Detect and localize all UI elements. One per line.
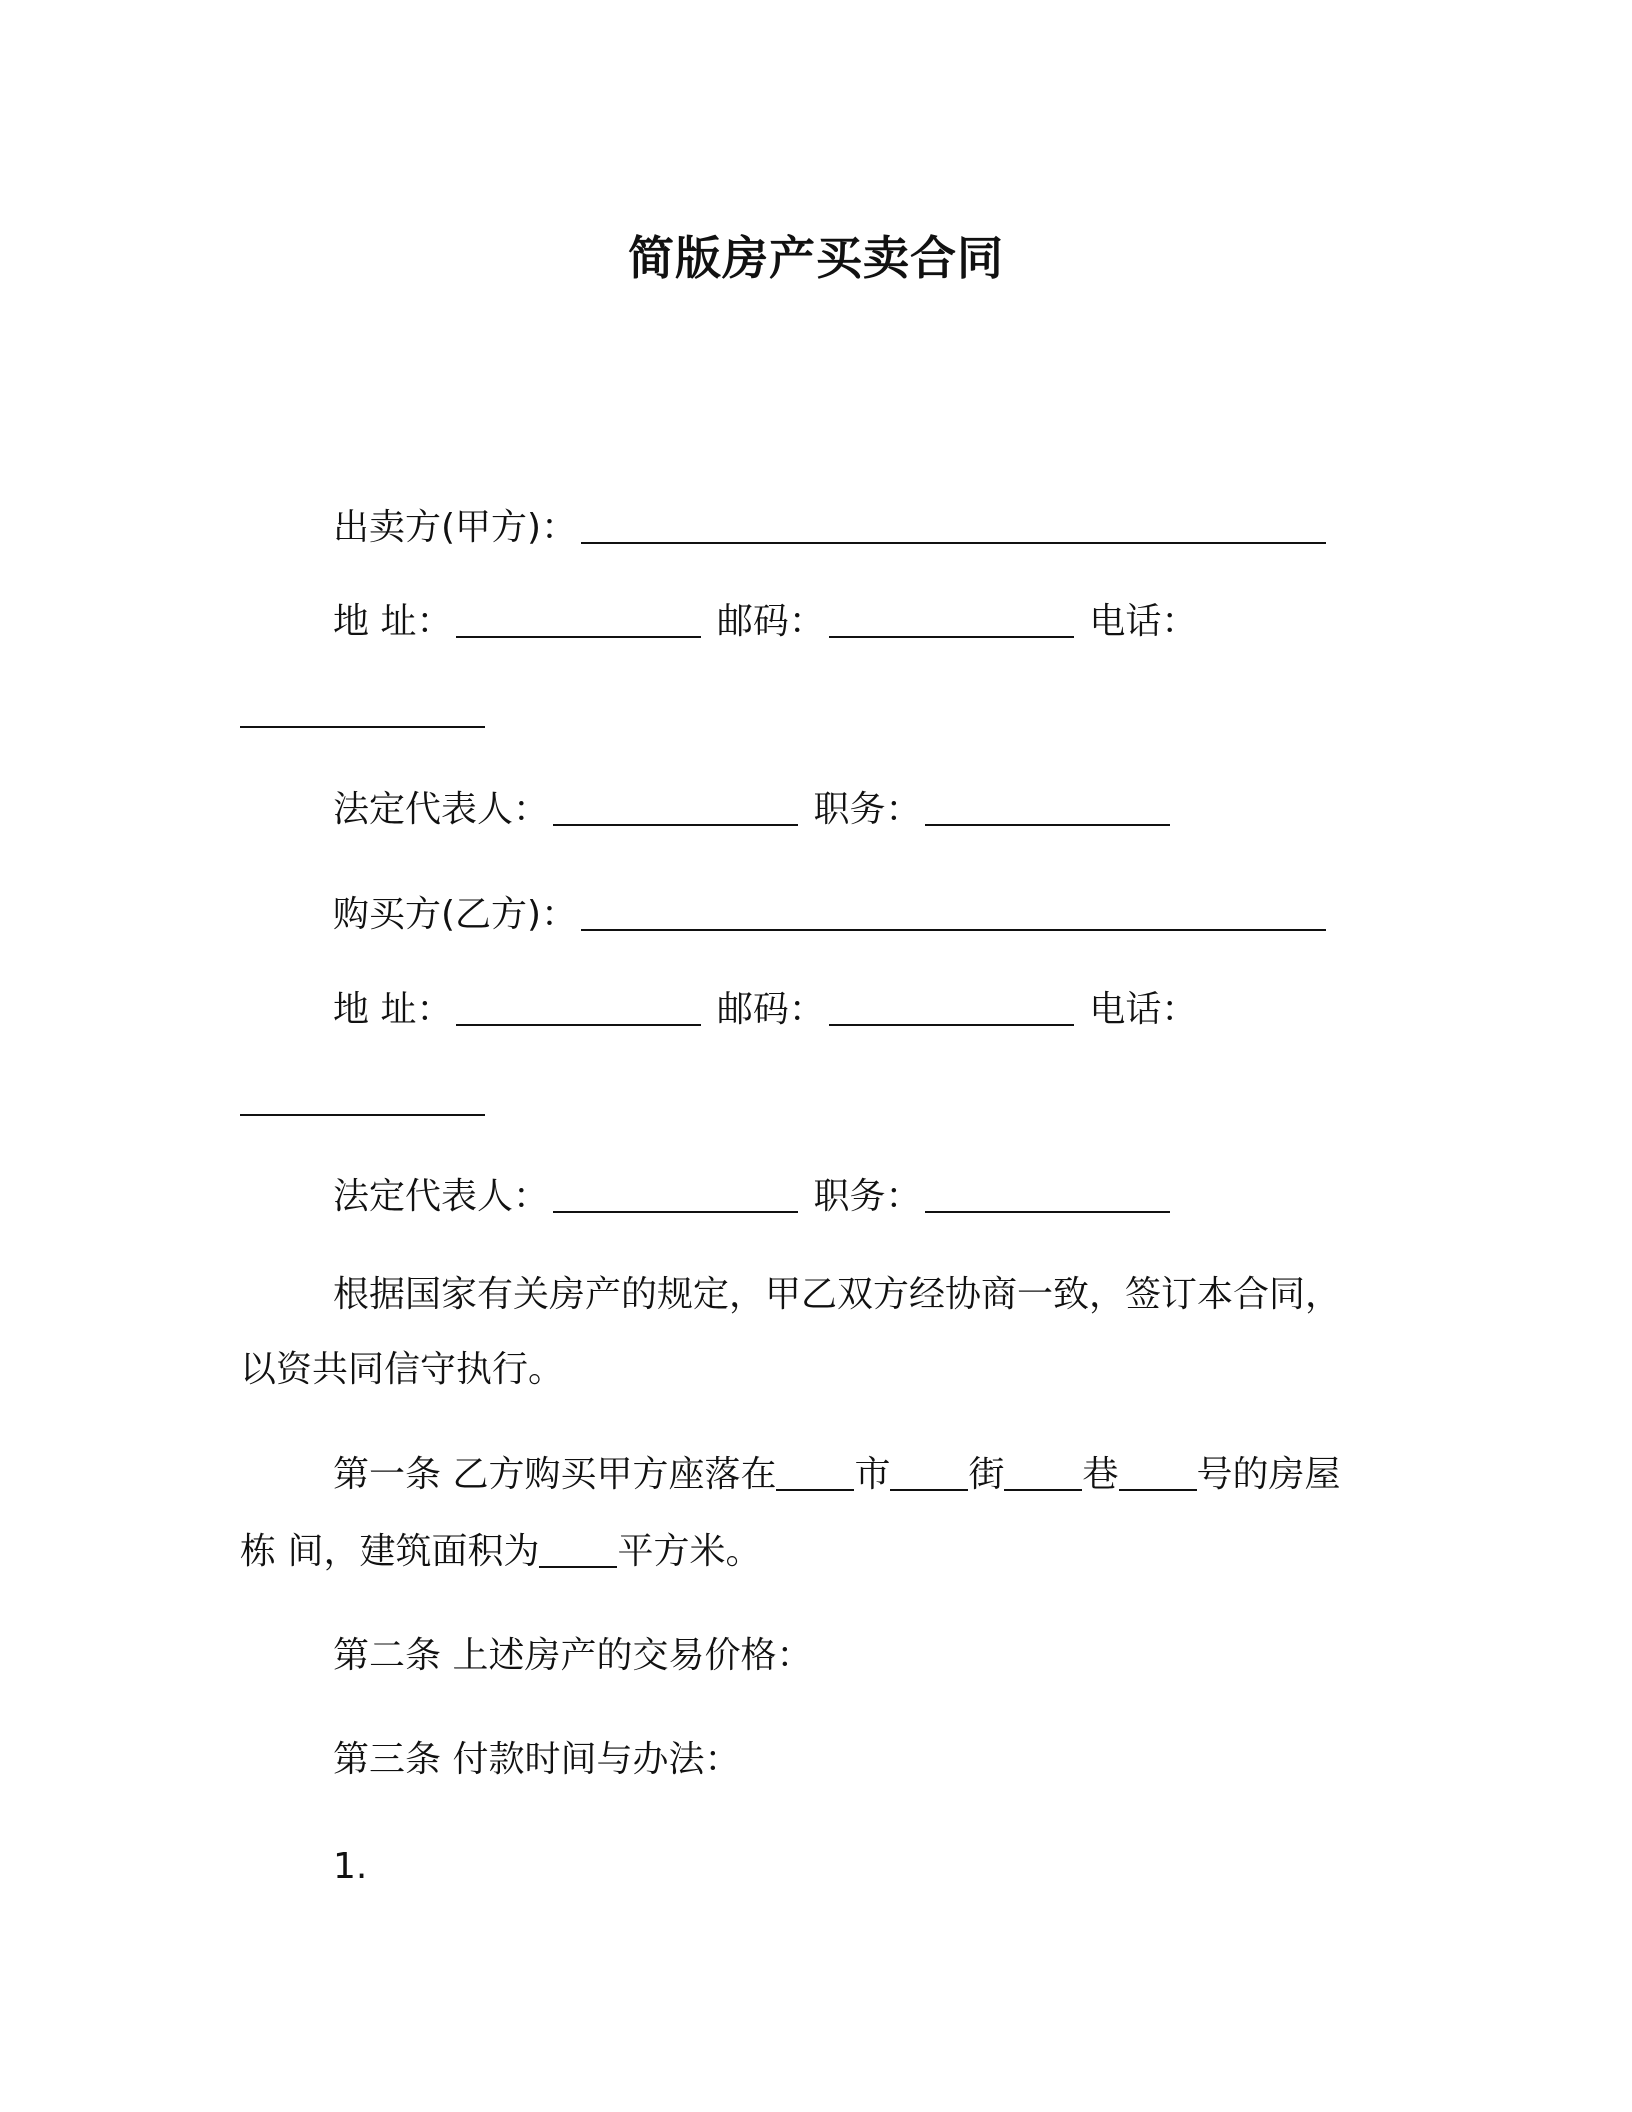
preamble-line-1: 根据国家有关房产的规定，甲乙双方经协商一致，签订本合同，	[333, 1274, 1342, 1315]
seller-phone-line	[240, 690, 489, 734]
buyer-postcode-label: 邮码：	[716, 989, 825, 1030]
city-label: 市	[854, 1454, 891, 1495]
buyer-position-field[interactable]	[925, 1175, 1170, 1213]
buyer-rep-label: 法定代表人：	[333, 1176, 550, 1217]
seller-contact-line	[333, 600, 1197, 644]
page-title: 简版房产买卖合同	[628, 231, 1004, 285]
buyer-party-line	[333, 893, 1330, 937]
buyer-party-field[interactable]	[581, 893, 1326, 931]
street-label: 街	[968, 1454, 1005, 1495]
seller-rep-label: 法定代表人：	[333, 789, 550, 830]
article-2: 第二条 上述房产的交易价格：	[333, 1635, 813, 1676]
buyer-address-label: 地 址：	[333, 989, 453, 1030]
article-3: 第三条 付款时间与办法：	[333, 1739, 741, 1780]
city-field[interactable]	[776, 1453, 854, 1491]
seller-address-field[interactable]	[456, 600, 701, 638]
seller-party-label: 出卖方(甲方)：	[333, 507, 578, 548]
buyer-phone-label: 电话：	[1089, 989, 1198, 1030]
seller-position-label: 职务：	[813, 789, 922, 830]
seller-address-label: 地 址：	[333, 601, 453, 642]
buyer-rep-field[interactable]	[553, 1175, 798, 1213]
preamble-line-2: 以资共同信守执行。	[240, 1349, 565, 1390]
buyer-phone-field[interactable]	[240, 1078, 485, 1116]
article-1-line-1	[333, 1453, 1341, 1497]
seller-party-line	[333, 506, 1330, 550]
lane-label: 巷	[1082, 1454, 1119, 1495]
seller-party-field[interactable]	[581, 506, 1326, 544]
seller-position-field[interactable]	[925, 788, 1170, 826]
seller-phone-label: 电话：	[1089, 601, 1198, 642]
area-field[interactable]	[539, 1530, 617, 1568]
article-1-prefix: 第一条 乙方购买甲方座落在	[333, 1454, 777, 1495]
seller-phone-field[interactable]	[240, 690, 485, 728]
buyer-phone-line	[240, 1078, 489, 1122]
street-field[interactable]	[890, 1453, 968, 1491]
seller-postcode-field[interactable]	[829, 600, 1074, 638]
article-1-area-label: 栋 间，建筑面积为	[240, 1531, 540, 1572]
house-number-field[interactable]	[1119, 1453, 1197, 1491]
buyer-contact-line	[333, 988, 1197, 1032]
buyer-postcode-field[interactable]	[829, 988, 1074, 1026]
seller-postcode-label: 邮码：	[716, 601, 825, 642]
article-1-line-2	[240, 1530, 761, 1574]
lane-field[interactable]	[1004, 1453, 1082, 1491]
list-item-1: 1.	[333, 1846, 368, 1887]
seller-rep-line	[333, 788, 1174, 832]
buyer-party-label: 购买方(乙方)：	[333, 894, 578, 935]
buyer-address-field[interactable]	[456, 988, 701, 1026]
house-number-suffix: 号的房屋	[1196, 1454, 1341, 1495]
area-unit: 平方米。	[617, 1531, 762, 1572]
buyer-rep-line	[333, 1175, 1174, 1219]
buyer-position-label: 职务：	[813, 1176, 922, 1217]
seller-rep-field[interactable]	[553, 788, 798, 826]
